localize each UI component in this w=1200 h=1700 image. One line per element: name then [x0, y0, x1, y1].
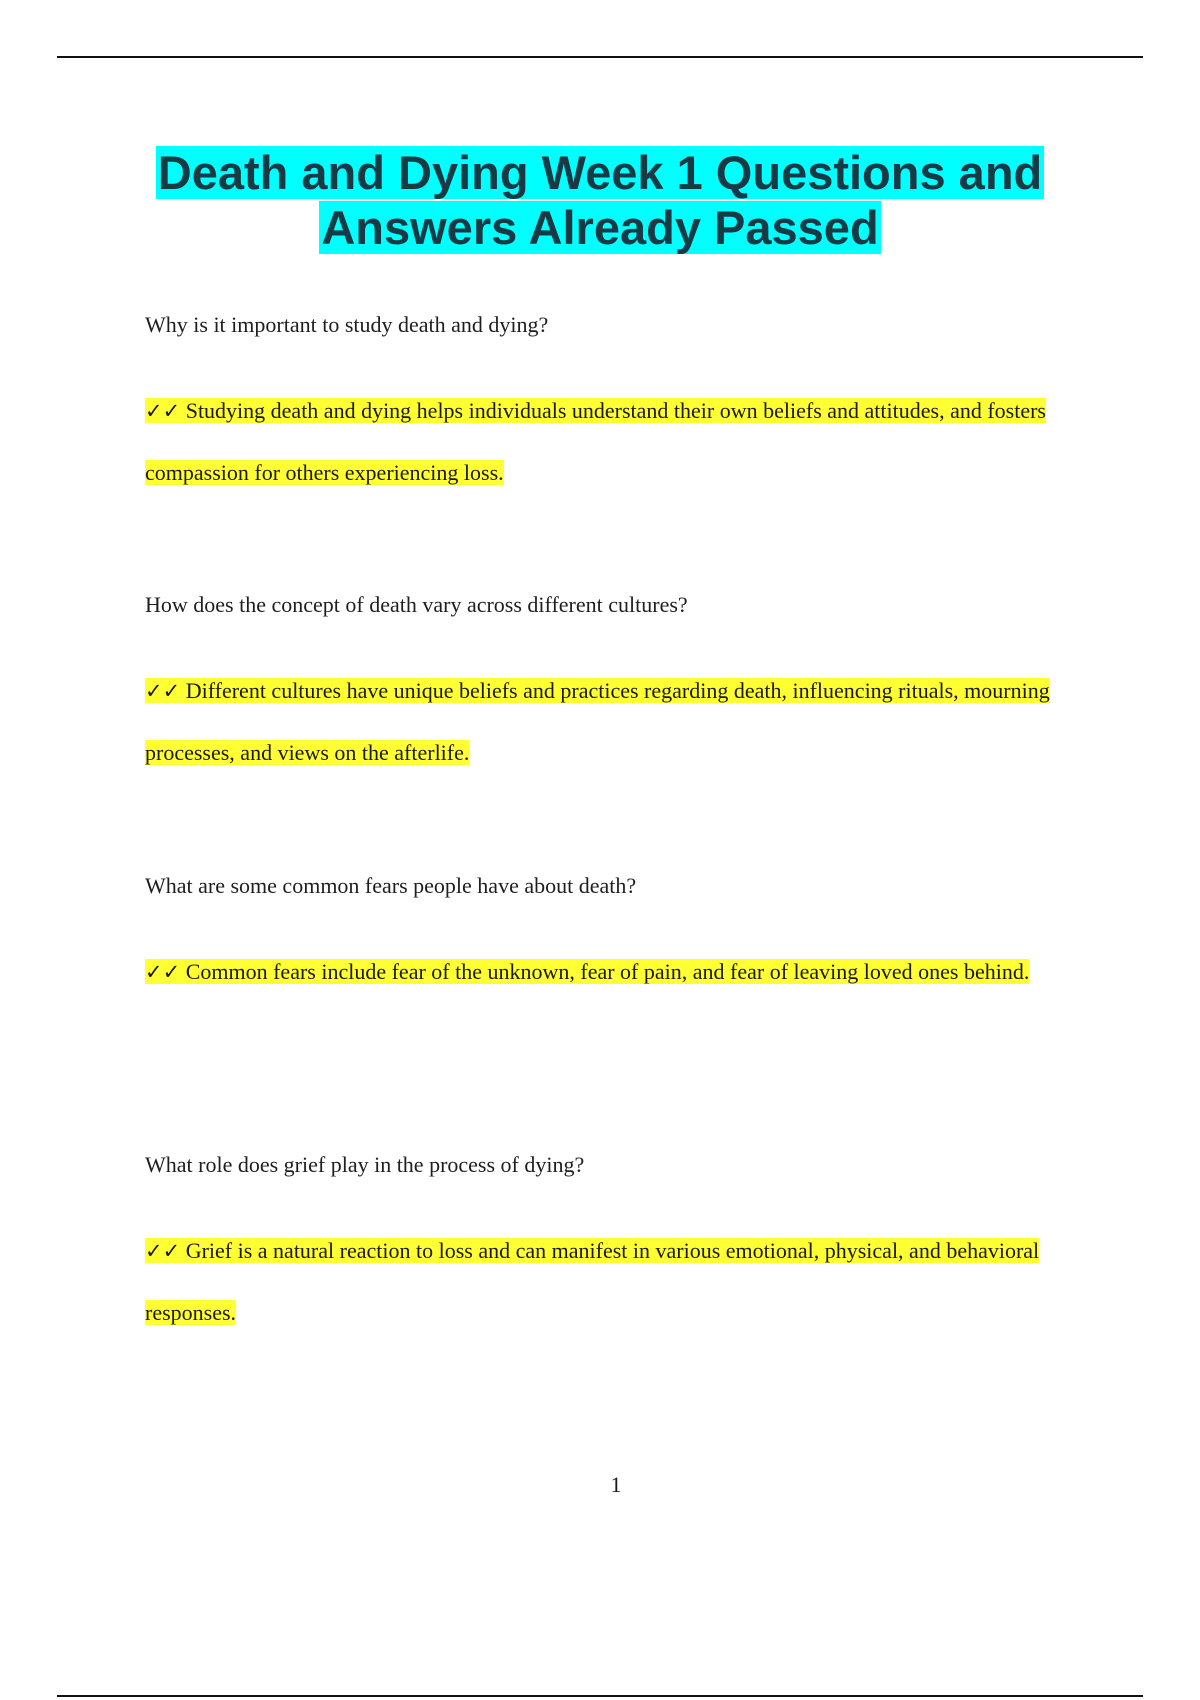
answer-body: Different cultures have unique beliefs and practices regarding death, influencing rituals, mourning processes, and views on the afterlife. [145, 678, 1050, 765]
document-title [0, 145, 1200, 255]
qa-item-1 [145, 310, 1085, 503]
check-icon: ✓✓ [145, 1239, 181, 1263]
qa-item-3 [145, 871, 1085, 1003]
check-icon: ✓✓ [145, 399, 181, 423]
question-text: How does the concept of death vary across different cultures? [145, 592, 688, 617]
bottom-rule [57, 1695, 1143, 1697]
title-line-1: Death and Dying Week 1 Questions and [157, 146, 1043, 199]
answer-body: Grief is a natural reaction to loss and can manifest in various emotional, physical, and behavioral responses. [145, 1238, 1040, 1325]
check-icon: ✓✓ [145, 960, 181, 984]
question-text: What role does grief play in the process of dying? [145, 1152, 585, 1177]
answer-text [145, 380, 1085, 503]
top-rule [57, 56, 1143, 58]
question-text: What are some common fears people have about death? [145, 873, 637, 898]
title-line-2: Answers Already Passed [321, 201, 879, 254]
qa-item-2 [145, 590, 1085, 783]
qa-item-4 [145, 1150, 1085, 1343]
check-icon: ✓✓ [145, 679, 181, 703]
page-number: 1 [610, 1472, 622, 1497]
answer-text [145, 660, 1085, 783]
answer-text [145, 1220, 1085, 1343]
question-text: Why is it important to study death and dying? [145, 312, 549, 337]
answer-body: Common fears include fear of the unknown, fear of pain, and fear of leaving loved ones behind. [185, 959, 1030, 984]
answer-text [145, 941, 1085, 1003]
answer-body: Studying death and dying helps individuals understand their own beliefs and attitudes, and fosters compassion for others experiencing loss. [145, 398, 1046, 485]
